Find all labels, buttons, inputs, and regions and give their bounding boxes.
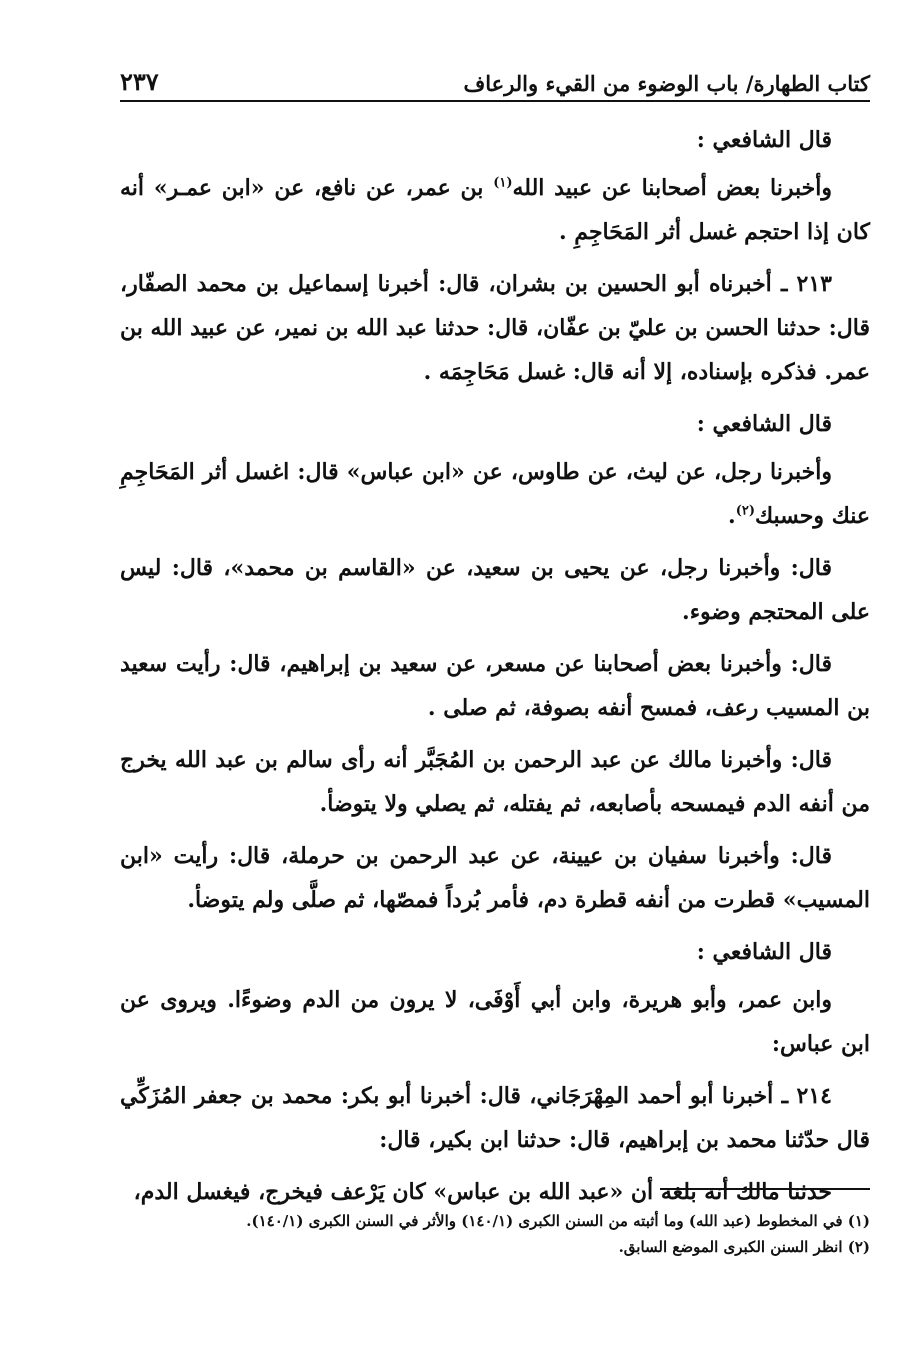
footnote-separator <box>660 1188 870 1190</box>
paragraph <box>120 450 870 538</box>
footnote-2: (٢) انظر السنن الكبرى الموضع السابق. <box>618 1238 870 1256</box>
page-header <box>120 58 870 102</box>
section-label: قال الشافعي : <box>696 939 832 965</box>
footnote-marker: (٢) <box>735 503 755 519</box>
paragraph-text: بن عمر، عن نافع، عن «ابن عمـر» أنه كان إذا احتجم غسل أثر المَحَاجِمِ . <box>120 175 870 245</box>
paragraph: وابن عمر، وأبو هريرة، وابن أبي أَوْفَى، لا يرون من الدم وضوءًا. ويروى عن ابن عباس: <box>120 987 870 1057</box>
paragraph: قال: وأخبرنا سفيان بن عيينة، عن عبد الرحمن بن حرملة، قال: رأيت «ابن المسيب» قطرت من أنفه قطرة دم، فأمر بُرداً فمصّها، ثم صلَّى ولم يتوضأ. <box>120 843 870 913</box>
section-label: قال الشافعي : <box>696 127 832 153</box>
running-title: كتاب الطهارة/ باب الوضوء من القيء والرعاف <box>463 71 870 96</box>
main-text <box>120 118 870 1222</box>
section-label: قال الشافعي : <box>696 411 832 437</box>
paragraph: قال: وأخبرنا مالك عن عبد الرحمن بن المُجَبَّر أنه رأى سالم بن عبد الله يخرج من أنفه الدم فيمسحه بأصابعه، ثم يفتله، ثم يصلي ولا يتوضأ. <box>120 747 870 817</box>
paragraph: ٢١٣ ـ أخبرناه أبو الحسين بن بشران، قال: أخبرنا إسماعيل بن محمد الصفّار، قال: حدثنا الحسن بن عليّ بن عفّان، قال: حدثنا عبد الله بن نمير، عن عبيد الله بن عمر. فذكره بإسناده، إلا أنه قال: غسل مَحَاجِمَه . <box>120 271 870 385</box>
paragraph: قال: وأخبرنا بعض أصحابنا عن مسعر، عن سعيد بن إبراهيم، قال: رأيت سعيد بن المسيب رعف، فمسح أنفه بصوفة، ثم صلى . <box>120 651 870 721</box>
paragraph-text: وأخبرنا بعض أصحابنا عن عبيد الله <box>512 175 832 201</box>
paragraph <box>120 166 870 254</box>
paragraph-text: . <box>728 503 736 529</box>
paragraph: ٢١٤ ـ أخبرنا أبو أحمد المِهْرَجَاني، قال: أخبرنا أبو بكر: محمد بن جعفر المُزَكِّي قال حدّثنا محمد بن إبراهيم، قال: حدثنا ابن بكير، قال: <box>120 1083 870 1153</box>
paragraph-text: وأخبرنا رجل، عن ليث، عن طاوس، عن «ابن عباس» قال: اغسل أثر المَحَاجِمِ عنك وحسبك <box>120 459 870 529</box>
footnote-1: (١) في المخطوط (عبد الله) وما أثبته من السنن الكبرى (١٤٠/١) والأثر في السنن الكبرى (١٤٠/١). <box>246 1212 870 1230</box>
footnote-marker: (١) <box>493 175 513 191</box>
footnotes <box>120 1188 870 1260</box>
paragraph: حدثنا مالك أنه بلغه أن «عبد الله بن عباس» كان يَرْعف فيخرج، فيغسل الدم، <box>133 1179 832 1205</box>
paragraph: قال: وأخبرنا رجل، عن يحيى بن سعيد، عن «القاسم بن محمد»، قال: ليس على المحتجم وضوء. <box>120 555 870 625</box>
page-number: ٢٣٧ <box>120 67 159 96</box>
